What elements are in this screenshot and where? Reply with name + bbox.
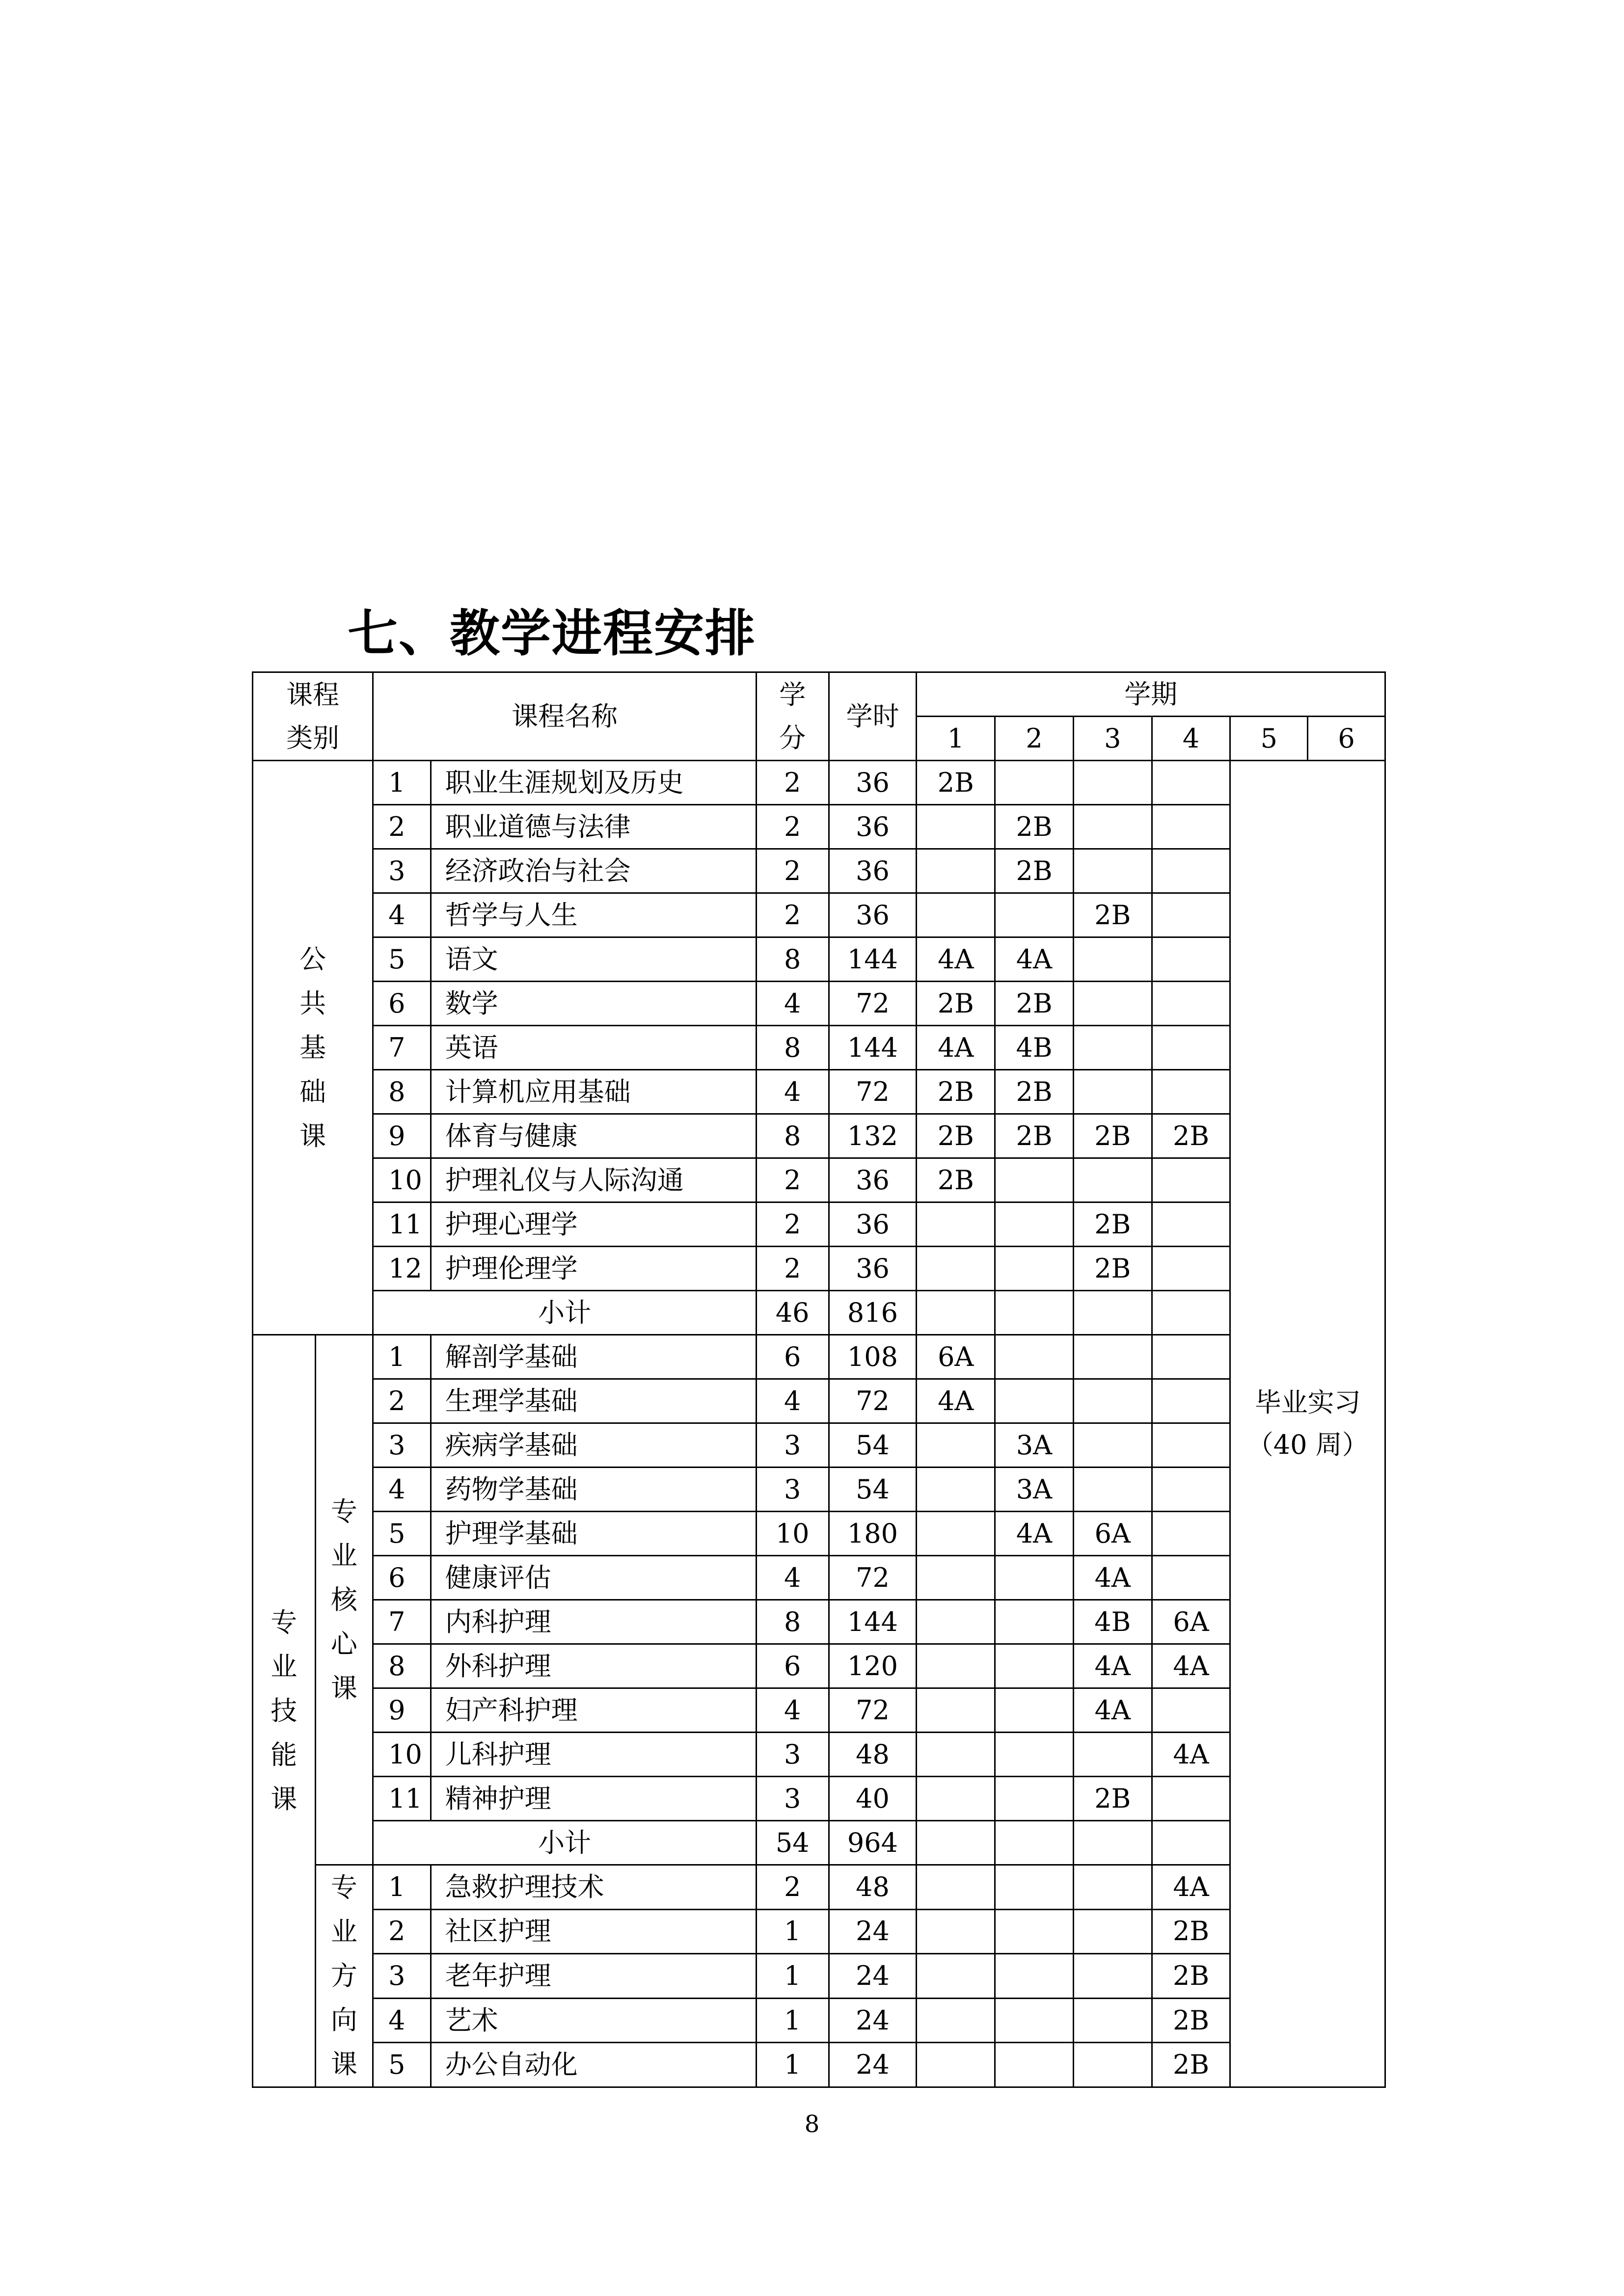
semester-3-cell — [1073, 1954, 1152, 1999]
semester-3: 3 — [1073, 717, 1152, 761]
course-name: 解剖学基础 — [431, 1335, 756, 1379]
course-number: 2 — [373, 1909, 431, 1954]
semester-2-cell: 2B — [995, 849, 1074, 893]
course-number: 5 — [373, 1512, 431, 1556]
semester-1-cell: 6A — [917, 1335, 995, 1379]
course-hours: 48 — [829, 1865, 917, 1910]
subtotal-semester-cell — [995, 1291, 1074, 1335]
semester-2-cell: 3A — [995, 1468, 1074, 1512]
subtotal-hours: 964 — [829, 1821, 917, 1865]
course-credit: 6 — [756, 1644, 829, 1688]
table-row — [253, 1600, 1385, 1644]
course-hours: 54 — [829, 1468, 917, 1512]
semester-1-cell — [917, 1865, 995, 1910]
course-name: 外科护理 — [431, 1644, 756, 1688]
semester-4-cell: 4A — [1152, 1733, 1230, 1777]
semester-2-cell — [995, 761, 1074, 805]
semester-3-cell: 4B — [1073, 1600, 1152, 1644]
semester-2-cell: 2B — [995, 982, 1074, 1026]
semester-1-cell — [917, 1468, 995, 1512]
course-number: 4 — [373, 1468, 431, 1512]
table-row — [253, 1468, 1385, 1512]
course-name: 数学 — [431, 982, 756, 1026]
course-number: 4 — [373, 1998, 431, 2043]
subtotal-semester-cell — [917, 1821, 995, 1865]
course-credit: 8 — [756, 1114, 829, 1158]
semester-4-cell — [1152, 1468, 1230, 1512]
table-row — [253, 982, 1385, 1026]
course-credit: 1 — [756, 1998, 829, 2043]
course-name: 职业道德与法律 — [431, 805, 756, 849]
semester-4-cell — [1152, 982, 1230, 1026]
table-row — [253, 1114, 1385, 1158]
semester-2-cell — [995, 1733, 1074, 1777]
course-hours: 24 — [829, 1998, 917, 2043]
course-hours: 24 — [829, 1954, 917, 1999]
course-credit: 3 — [756, 1777, 829, 1821]
semester-1-cell — [917, 1733, 995, 1777]
table-row — [253, 893, 1385, 937]
course-name: 职业生涯规划及历史 — [431, 761, 756, 805]
course-number: 1 — [373, 1865, 431, 1910]
semester-1-cell — [917, 1998, 995, 2043]
semester-4-cell — [1152, 1379, 1230, 1423]
course-hours: 144 — [829, 937, 917, 982]
semester-3-cell — [1073, 937, 1152, 982]
semester-4-cell — [1152, 761, 1230, 805]
course-credit: 1 — [756, 1909, 829, 1954]
course-number: 5 — [373, 937, 431, 982]
header-category: 课程 类别 — [253, 672, 373, 761]
semester-4-cell — [1152, 1777, 1230, 1821]
course-hours: 72 — [829, 1379, 917, 1423]
table-row — [253, 1202, 1385, 1247]
table-row — [253, 1070, 1385, 1114]
semester-2-cell — [995, 1379, 1074, 1423]
course-number: 6 — [373, 1556, 431, 1600]
course-number: 8 — [373, 1070, 431, 1114]
semester-1-cell: 4A — [917, 1026, 995, 1070]
semester-2-cell — [995, 893, 1074, 937]
table-row — [253, 1909, 1385, 1954]
course-number: 3 — [373, 849, 431, 893]
semester-2-cell: 2B — [995, 1114, 1074, 1158]
semester-4-cell — [1152, 893, 1230, 937]
course-credit: 2 — [756, 1158, 829, 1202]
course-name: 哲学与人生 — [431, 893, 756, 937]
course-hours: 36 — [829, 761, 917, 805]
course-credit: 4 — [756, 1379, 829, 1423]
semester-1-cell — [917, 1512, 995, 1556]
course-credit: 8 — [756, 937, 829, 982]
semester-4-cell: 2B — [1152, 1954, 1230, 1999]
course-number: 2 — [373, 805, 431, 849]
table-row — [253, 1954, 1385, 1999]
course-number: 9 — [373, 1114, 431, 1158]
course-credit: 2 — [756, 1202, 829, 1247]
course-hours: 24 — [829, 2043, 917, 2087]
course-hours: 54 — [829, 1423, 917, 1468]
course-credit: 8 — [756, 1600, 829, 1644]
semester-3-cell — [1073, 1423, 1152, 1468]
semester-4-cell: 6A — [1152, 1600, 1230, 1644]
semester-2-cell — [995, 1954, 1074, 1999]
table-row — [253, 849, 1385, 893]
course-number: 7 — [373, 1026, 431, 1070]
table-row — [253, 1865, 1385, 1910]
course-hours: 36 — [829, 805, 917, 849]
course-name: 儿科护理 — [431, 1733, 756, 1777]
semester-1-cell — [917, 1556, 995, 1600]
course-credit: 4 — [756, 1556, 829, 1600]
category-public-basic: 公 共 基 础 课 — [253, 761, 373, 1335]
subtotal-semester-cell — [1152, 1821, 1230, 1865]
table-row — [253, 1247, 1385, 1291]
semester-3-cell: 6A — [1073, 1512, 1152, 1556]
semester-2-cell: 4A — [995, 937, 1074, 982]
header-hours: 学时 — [829, 672, 917, 761]
semester-3-cell — [1073, 1158, 1152, 1202]
table-row — [253, 805, 1385, 849]
course-credit: 2 — [756, 761, 829, 805]
internship-cell: 毕业实习 （40 周） — [1230, 761, 1385, 2087]
course-credit: 1 — [756, 1954, 829, 1999]
semester-4-cell — [1152, 1247, 1230, 1291]
course-number: 1 — [373, 761, 431, 805]
course-credit: 1 — [756, 2043, 829, 2087]
semester-1-cell — [917, 1247, 995, 1291]
course-name: 健康评估 — [431, 1556, 756, 1600]
semester-3-cell — [1073, 2043, 1152, 2087]
semester-2-cell: 4A — [995, 1512, 1074, 1556]
table-row — [253, 1777, 1385, 1821]
semester-3-cell — [1073, 805, 1152, 849]
semester-3-cell: 4A — [1073, 1644, 1152, 1688]
course-number: 10 — [373, 1158, 431, 1202]
table-row — [253, 937, 1385, 982]
subtotal-semester-cell — [917, 1291, 995, 1335]
course-credit: 10 — [756, 1512, 829, 1556]
course-name: 生理学基础 — [431, 1379, 756, 1423]
course-credit: 3 — [756, 1468, 829, 1512]
course-number: 4 — [373, 893, 431, 937]
course-credit: 3 — [756, 1423, 829, 1468]
semester-2-cell — [995, 1688, 1074, 1733]
course-name: 护理心理学 — [431, 1202, 756, 1247]
semester-4-cell: 2B — [1152, 2043, 1230, 2087]
course-name: 社区护理 — [431, 1909, 756, 1954]
course-hours: 120 — [829, 1644, 917, 1688]
semester-3-cell: 4A — [1073, 1556, 1152, 1600]
course-name: 护理学基础 — [431, 1512, 756, 1556]
semester-1-cell — [917, 893, 995, 937]
table-row — [253, 1644, 1385, 1688]
course-hours: 36 — [829, 1158, 917, 1202]
semester-4-cell — [1152, 1202, 1230, 1247]
semester-1-cell — [917, 805, 995, 849]
course-number: 6 — [373, 982, 431, 1026]
table-row — [253, 1026, 1385, 1070]
course-name: 护理礼仪与人际沟通 — [431, 1158, 756, 1202]
semester-2-cell — [995, 1556, 1074, 1600]
semester-4: 4 — [1152, 717, 1230, 761]
subtotal-row — [253, 1291, 1385, 1335]
table-row — [253, 1158, 1385, 1202]
course-name: 办公自动化 — [431, 2043, 756, 2087]
subtotal-semester-cell — [1073, 1821, 1152, 1865]
semester-3-cell — [1073, 761, 1152, 805]
course-credit: 6 — [756, 1335, 829, 1379]
header-credit: 学 分 — [756, 672, 829, 761]
table-row — [253, 2043, 1385, 2087]
table-row — [253, 1733, 1385, 1777]
semester-6: 6 — [1308, 717, 1385, 761]
semester-1-cell — [917, 2043, 995, 2087]
semester-3-cell — [1073, 1070, 1152, 1114]
semester-2-cell: 4B — [995, 1026, 1074, 1070]
semester-2-cell — [995, 1909, 1074, 1954]
course-name: 疾病学基础 — [431, 1423, 756, 1468]
semester-3-cell — [1073, 1468, 1152, 1512]
course-name: 计算机应用基础 — [431, 1070, 756, 1114]
semester-4-cell — [1152, 1556, 1230, 1600]
semester-2-cell — [995, 1335, 1074, 1379]
semester-2-cell — [995, 1202, 1074, 1247]
semester-1-cell — [917, 1909, 995, 1954]
table-row — [253, 1556, 1385, 1600]
course-hours: 72 — [829, 1070, 917, 1114]
teaching-schedule-table — [252, 671, 1386, 2088]
course-number: 10 — [373, 1733, 431, 1777]
course-credit: 2 — [756, 893, 829, 937]
subtotal-semester-cell — [1073, 1291, 1152, 1335]
semester-1-cell: 2B — [917, 1114, 995, 1158]
course-number: 7 — [373, 1600, 431, 1644]
table-row — [253, 1423, 1385, 1468]
course-hours: 40 — [829, 1777, 917, 1821]
course-name: 英语 — [431, 1026, 756, 1070]
course-number: 9 — [373, 1688, 431, 1733]
course-number: 11 — [373, 1202, 431, 1247]
semester-1-cell: 2B — [917, 761, 995, 805]
table-row — [253, 1998, 1385, 2043]
semester-2-cell: 2B — [995, 805, 1074, 849]
course-hours: 144 — [829, 1026, 917, 1070]
semester-3-cell — [1073, 849, 1152, 893]
semester-1-cell: 2B — [917, 982, 995, 1026]
semester-4-cell — [1152, 937, 1230, 982]
semester-2-cell — [995, 2043, 1074, 2087]
semester-4-cell — [1152, 1512, 1230, 1556]
course-credit: 2 — [756, 1865, 829, 1910]
course-credit: 2 — [756, 1247, 829, 1291]
course-name: 妇产科护理 — [431, 1688, 756, 1733]
course-hours: 132 — [829, 1114, 917, 1158]
semester-3-cell — [1073, 982, 1152, 1026]
course-name: 体育与健康 — [431, 1114, 756, 1158]
header-course-name: 课程名称 — [373, 672, 757, 761]
course-number: 11 — [373, 1777, 431, 1821]
course-hours: 72 — [829, 982, 917, 1026]
course-name: 语文 — [431, 937, 756, 982]
semester-4-cell: 2B — [1152, 1909, 1230, 1954]
subtotal-credit: 46 — [756, 1291, 829, 1335]
course-credit: 8 — [756, 1026, 829, 1070]
course-credit: 4 — [756, 1070, 829, 1114]
course-name: 内科护理 — [431, 1600, 756, 1644]
semester-1-cell — [917, 849, 995, 893]
course-number: 5 — [373, 2043, 431, 2087]
course-hours: 36 — [829, 1202, 917, 1247]
semester-3-cell: 2B — [1073, 1202, 1152, 1247]
semester-3-cell — [1073, 1865, 1152, 1910]
semester-1-cell: 2B — [917, 1158, 995, 1202]
page-title: 七、教学进程安排 — [348, 605, 756, 663]
course-name: 老年护理 — [431, 1954, 756, 1999]
semester-4-cell: 4A — [1152, 1865, 1230, 1910]
table-row — [253, 1379, 1385, 1423]
course-name: 艺术 — [431, 1998, 756, 2043]
course-name: 急救护理技术 — [431, 1865, 756, 1910]
semester-1-cell: 4A — [917, 937, 995, 982]
semester-2-cell — [995, 1644, 1074, 1688]
semester-3-cell: 2B — [1073, 1777, 1152, 1821]
course-name: 药物学基础 — [431, 1468, 756, 1512]
course-credit: 2 — [756, 849, 829, 893]
course-hours: 36 — [829, 849, 917, 893]
course-number: 12 — [373, 1247, 431, 1291]
semester-1-cell — [917, 1688, 995, 1733]
course-hours: 36 — [829, 893, 917, 937]
semester-3-cell — [1073, 1909, 1152, 1954]
course-number: 3 — [373, 1423, 431, 1468]
subtotal-semester-cell — [995, 1821, 1074, 1865]
semester-4-cell — [1152, 1688, 1230, 1733]
semester-3-cell: 2B — [1073, 1114, 1152, 1158]
course-hours: 24 — [829, 1909, 917, 1954]
subtotal-hours: 816 — [829, 1291, 917, 1335]
course-hours: 36 — [829, 1247, 917, 1291]
semester-3-cell — [1073, 1379, 1152, 1423]
semester-2-cell — [995, 1865, 1074, 1910]
subtotal-row — [253, 1821, 1385, 1865]
semester-3-cell — [1073, 1335, 1152, 1379]
course-credit: 2 — [756, 805, 829, 849]
subcategory-professional-direction: 专 业 方 向 课 — [315, 1865, 373, 2087]
table-row — [253, 1335, 1385, 1379]
semester-2-cell — [995, 1777, 1074, 1821]
semester-2: 2 — [995, 717, 1074, 761]
table-row — [253, 761, 1385, 805]
semester-3-cell — [1073, 1998, 1152, 2043]
semester-3-cell: 2B — [1073, 893, 1152, 937]
table-row — [253, 1688, 1385, 1733]
semester-3-cell — [1073, 1026, 1152, 1070]
semester-2-cell — [995, 1998, 1074, 2043]
semester-4-cell: 4A — [1152, 1644, 1230, 1688]
course-hours: 48 — [829, 1733, 917, 1777]
course-hours: 72 — [829, 1556, 917, 1600]
course-number: 8 — [373, 1644, 431, 1688]
subtotal-semester-cell — [1152, 1291, 1230, 1335]
semester-3-cell — [1073, 1733, 1152, 1777]
semester-4-cell — [1152, 1158, 1230, 1202]
semester-2-cell — [995, 1600, 1074, 1644]
semester-1-cell — [917, 1423, 995, 1468]
subtotal-label: 小计 — [373, 1291, 757, 1335]
semester-3-cell: 4A — [1073, 1688, 1152, 1733]
semester-4-cell — [1152, 1335, 1230, 1379]
semester-4-cell — [1152, 1070, 1230, 1114]
course-number: 1 — [373, 1335, 431, 1379]
course-name: 经济政治与社会 — [431, 849, 756, 893]
course-credit: 4 — [756, 982, 829, 1026]
course-hours: 72 — [829, 1688, 917, 1733]
course-name: 护理伦理学 — [431, 1247, 756, 1291]
semester-1-cell — [917, 1644, 995, 1688]
page-number: 8 — [804, 2110, 820, 2138]
course-name: 精神护理 — [431, 1777, 756, 1821]
course-hours: 108 — [829, 1335, 917, 1379]
semester-1-cell: 2B — [917, 1070, 995, 1114]
semester-2-cell — [995, 1158, 1074, 1202]
header-semester: 学期 — [917, 672, 1385, 717]
subtotal-credit: 54 — [756, 1821, 829, 1865]
semester-4-cell: 2B — [1152, 1114, 1230, 1158]
semester-1-cell — [917, 1202, 995, 1247]
course-hours: 144 — [829, 1600, 917, 1644]
semester-4-cell — [1152, 805, 1230, 849]
semester-1: 1 — [917, 717, 995, 761]
semester-2-cell — [995, 1247, 1074, 1291]
course-number: 3 — [373, 1954, 431, 1999]
category-professional-skills: 专 业 技 能 课 — [253, 1335, 316, 2087]
semester-2-cell: 2B — [995, 1070, 1074, 1114]
course-hours: 180 — [829, 1512, 917, 1556]
semester-3-cell: 2B — [1073, 1247, 1152, 1291]
semester-4-cell: 2B — [1152, 1998, 1230, 2043]
course-number: 2 — [373, 1379, 431, 1423]
semester-4-cell — [1152, 1026, 1230, 1070]
semester-4-cell — [1152, 849, 1230, 893]
semester-2-cell: 3A — [995, 1423, 1074, 1468]
semester-1-cell — [917, 1777, 995, 1821]
semester-1-cell — [917, 1954, 995, 1999]
table-row — [253, 1512, 1385, 1556]
semester-1-cell — [917, 1600, 995, 1644]
subtotal-label: 小计 — [373, 1821, 757, 1865]
course-credit: 4 — [756, 1688, 829, 1733]
semester-1-cell: 4A — [917, 1379, 995, 1423]
semester-4-cell — [1152, 1423, 1230, 1468]
subcategory-professional-core: 专 业 核 心 课 — [315, 1335, 373, 1865]
course-credit: 3 — [756, 1733, 829, 1777]
semester-5: 5 — [1230, 717, 1308, 761]
